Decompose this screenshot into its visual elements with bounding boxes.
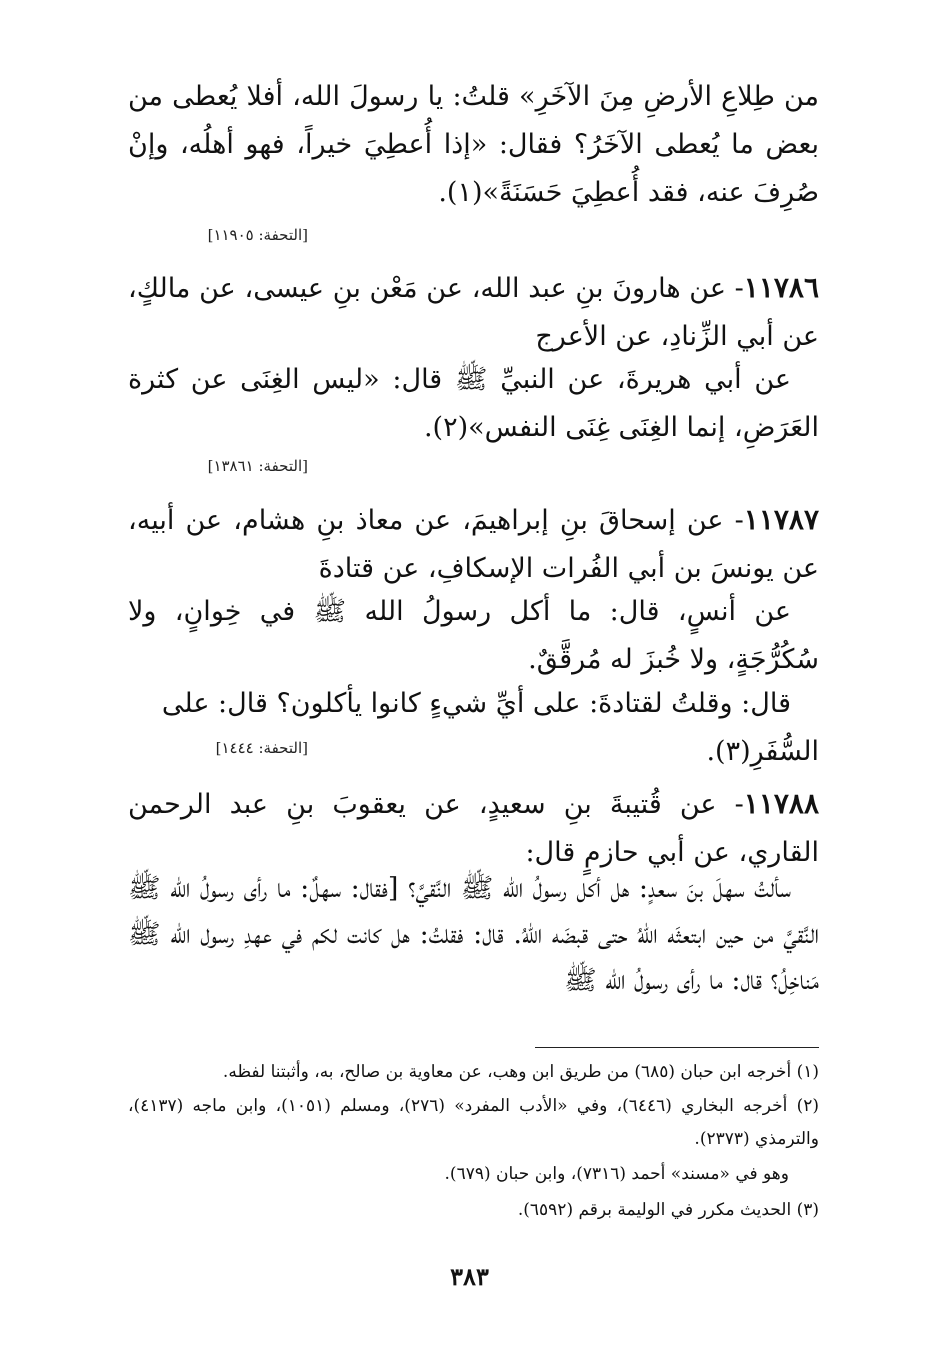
hadith-number: ١١٧٨٦ — [743, 271, 819, 304]
footnote-divider — [535, 1047, 819, 1048]
footnote-2: (٢) أخرجه البخاري (٦٤٤٦)، وفي «الأدب المفرد» (٢٧٦)، ومسلم (١٠٥١)، وابن ماجه (٤١٣٧)، والترمذي (٢٣٧٣). — [128, 1096, 820, 1149]
tuhfa-reference-2: [التحفة: ١٣٨٦١] — [207, 457, 308, 475]
hadith-11787-matn: عن أنسٍ، قال: ما أكل رسولُ الله ﷺ في خِوانٍ، ولا سُكُرُّجَةٍ، ولا خُبزَ له مُرقَّقٌ. — [128, 596, 819, 675]
isnad-text: - عن هارونَ بنِ عبد الله، عن مَعْن بنِ عيسى، عن مالكٍ، عن أبي الزِّنادِ، عن الأعرج — [128, 273, 819, 352]
hadith-11788-isnad — [128, 780, 819, 877]
tuhfa-reference-3: [التحفة: ١٤٤٤] — [215, 739, 308, 757]
page-number: ٣٨٣ — [450, 1262, 489, 1291]
hadith-number: ١١٧٨٨ — [743, 787, 819, 820]
footnote-2-continued: وهو في «مسند» أحمد (٧٣١٦)، وابن حبان (٦٧٩). — [444, 1164, 789, 1184]
footnote-1: (١) أخرجه ابن حبان (٦٨٥) من طريق ابن وهب، عن معاوية بن صالح، به، وأثبتنا لفظه. — [222, 1062, 819, 1082]
hadith-11786-isnad — [128, 264, 819, 361]
hadith-11787-isnad — [128, 496, 819, 593]
tuhfa-reference-1: [التحفة: ١١٩٠٥] — [207, 226, 308, 244]
top-paragraph: من طِلاعِ الأرضِ مِنَ الآخَرِ» قلتُ: يا رسولَ الله، أفلا يُعطى من بعض ما يُعطى الآخَرُ؟ فقال: «إذا أُعطِيَ خيراً، فهو أهلُه، وإنْ صُرِفَ عنه، فقد أُعطِيَ حَسَنَةً»(١). — [128, 81, 819, 208]
footnote-3: (٣) الحديث مكرر في الوليمة برقم (٦٥٩٢). — [517, 1200, 819, 1220]
hadith-11786-matn: عن أبي هريرةَ، عن النبيِّ ﷺ قال: «ليس الغِنَى عن كثرة العَرَضِ، إنما الغِنَى غِنَى النفس»(٢). — [128, 364, 819, 443]
isnad-text: - عن قُتيبةَ بنِ سعيدٍ، عن يعقوبَ بنِ عبد الرحمن القاري، عن أبي حازمٍ قال: — [128, 789, 819, 868]
isnad-text: - عن إسحاقَ بنِ إبراهيمَ، عن معاذ بنِ هشام، عن أبيه، عن يونسَ بن أبي الفُرات الإسكافِ، عن قتادةَ — [128, 505, 819, 584]
hadith-number: ١١٧٨٧ — [743, 503, 819, 536]
hadith-11787-matn-2: قال: وقلتُ لقتادةَ: على أيِّ شيءٍ كانوا يأكلون؟ قال: على السُّفَرِ(٣). — [161, 688, 819, 767]
hadith-11788-matn: سألتُ سهلَ بنَ سعدٍ: هل أكل رسولُ الله ﷺ النَّقيَّ؟ [فقال: سهلٌ: ما رأى رسولُ الله ﷺ النَّقيَّ من حين ابتعثَه اللهُ حتى قبضَه اللهُ. قال: فقلتُ: هل كانت لكم في عهدِ رسول الله ﷺ مَناخِلُ؟ قال: ما رأى رسولُ الله ﷺ — [128, 873, 819, 996]
